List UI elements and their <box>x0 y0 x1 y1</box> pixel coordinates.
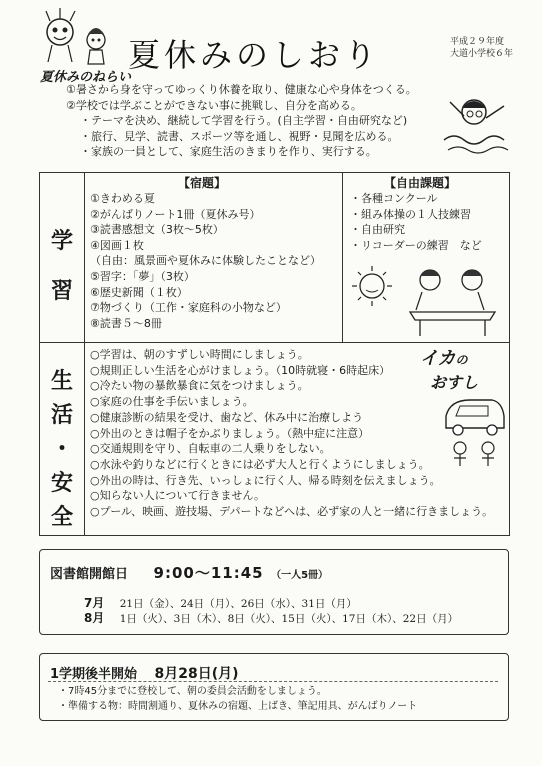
life-rule: ○規則正しい生活を心がけましょう。（10時就寝・6時起床） <box>90 363 391 377</box>
term-list <box>58 685 417 714</box>
free-task-item: ・各種コンクール <box>350 192 438 205</box>
osushi-word: おすし <box>430 373 479 392</box>
homework-item: ⑧読書５～8冊 <box>90 316 162 330</box>
life-rule: ○知らない人について行きません。 <box>90 489 266 503</box>
library-month: 7月 <box>84 596 105 610</box>
ika-particle: の <box>455 353 468 367</box>
term-header <box>50 663 239 683</box>
ika-word: イカ <box>420 348 456 369</box>
life-rule: ○健康診断の結果を受け、歯など、休み中に治療しよう <box>90 410 364 424</box>
school-year: 平成２９年度 <box>450 37 505 47</box>
term-item: ・7時45分までに登校して、朝の委員会活動をしましょう。 <box>58 686 327 697</box>
library-header <box>50 562 328 583</box>
free-task-list <box>350 191 482 253</box>
free-task-item: ・リコーダーの練習 など <box>350 238 482 252</box>
life-label-char: 生 <box>50 369 73 394</box>
free-task-heading: 【自由課題】 <box>384 176 457 190</box>
life-label-char: ・ <box>50 437 73 462</box>
life-rule: ○外出の時は、行き先、いっしょに行く人、帰る時刻を伝えましょう。 <box>90 473 441 487</box>
school-name: 大道小学校６年 <box>450 49 514 59</box>
homework-item: ①きわめる夏 <box>90 192 155 205</box>
life-rule: ○水泳や釣りなどに行くときには必ず大人と行くようにしましょう。 <box>90 457 430 471</box>
life-label-char: 活 <box>50 403 73 428</box>
life-label-char: 全 <box>50 505 73 530</box>
divider <box>342 172 343 342</box>
study-label-char: 習 <box>50 279 73 304</box>
homework-item: ⑤習字：「夢」（3枚） <box>90 269 195 283</box>
aim-subitem: ・旅行、見学、読書、スポーツ等を通し、視野・見聞を広める。 <box>80 129 399 143</box>
divider <box>84 172 85 536</box>
term-date: 8月28日(月) <box>154 666 239 682</box>
library-dates: 21日（金）、24日（月）、26日（水）、31日（月） <box>119 598 357 610</box>
aim-subitem: ・家族の一員として、家庭生活のきまりを作り、実行する。 <box>80 145 377 158</box>
term-item: ・準備する物：時間割通り、夏休みの宿題、上ばき、筆記用具、がんばりノート <box>58 700 418 712</box>
homework-list <box>90 191 321 331</box>
aims-heading: 夏休みのねらい <box>40 70 132 85</box>
library-hours: 9:00～11:45 <box>153 564 264 582</box>
study-illustration <box>350 262 505 340</box>
aim-item: ①暑さから身を守ってゆっくり休養を取り、健康な心や身体をつくる。 <box>66 83 417 96</box>
homework-item: ③読書感想文（3枚～5枚） <box>90 223 224 237</box>
life-rules-list <box>90 347 493 520</box>
page-title: 夏休みのしおり <box>128 36 381 74</box>
life-rule: ○冷たい物の暴飲暴食に気をつけましょう。 <box>90 379 309 393</box>
life-label-char: 安 <box>50 471 73 496</box>
life-rule: ○外出のときは帽子をかぶりましょう。（熱中症に注意） <box>90 426 370 440</box>
library-title: 図書館開館日 <box>50 567 129 582</box>
life-safety-label <box>40 365 84 535</box>
library-limit: （一人5冊） <box>271 570 329 581</box>
term-title: 1学期後半開始 <box>50 667 138 682</box>
swimmer-illustration <box>442 88 512 158</box>
free-task-item: ・組み体操の１人技練習 <box>350 207 471 221</box>
divider <box>39 342 510 343</box>
aims-list <box>66 82 417 160</box>
school-meta <box>450 36 513 60</box>
life-rule: ○プール、映画、遊技場、デパートなどへは、必ず家の人と一緒に行きましょう。 <box>90 505 494 519</box>
homework-heading: 【宿題】 <box>178 176 227 190</box>
study-label <box>40 225 84 309</box>
life-rule: ○家庭の仕事を手伝いましょう。 <box>90 395 254 409</box>
library-month: 8月 <box>84 611 105 625</box>
life-rule: ○交通規則を守り、自転車の二人乗りをしない。 <box>90 442 331 456</box>
life-rule: ○学習は、朝のすずしい時間にしましょう。 <box>90 348 309 361</box>
aim-subitem: ・テーマを決め、継続して学習を行う。(自主学習・自由研究など) <box>80 114 408 127</box>
mascot-illustration <box>40 6 120 68</box>
homework-item: （自由：風景画や夏休みに体験したことなど） <box>90 254 321 268</box>
aim-item: ②学校では学ぶことができない事に挑戦し、自分を高める。 <box>66 98 362 112</box>
homework-item: ⑦物づくり（工作・家庭科の小物など） <box>90 301 287 315</box>
homework-item: ⑥歴史新聞（１枚） <box>90 285 188 299</box>
study-label-char: 学 <box>50 229 73 254</box>
homework-item: ④図画１枚 <box>90 238 144 252</box>
library-dates: 1日（火）、3日（木）、8日（火）、15日（火）、17日（木）、22日（月） <box>119 613 459 625</box>
free-task-item: ・自由研究 <box>350 223 405 237</box>
library-row-august <box>84 609 458 626</box>
term-divider <box>48 681 498 682</box>
homework-item: ②がんばりノート1冊（夏休み号） <box>90 207 261 221</box>
